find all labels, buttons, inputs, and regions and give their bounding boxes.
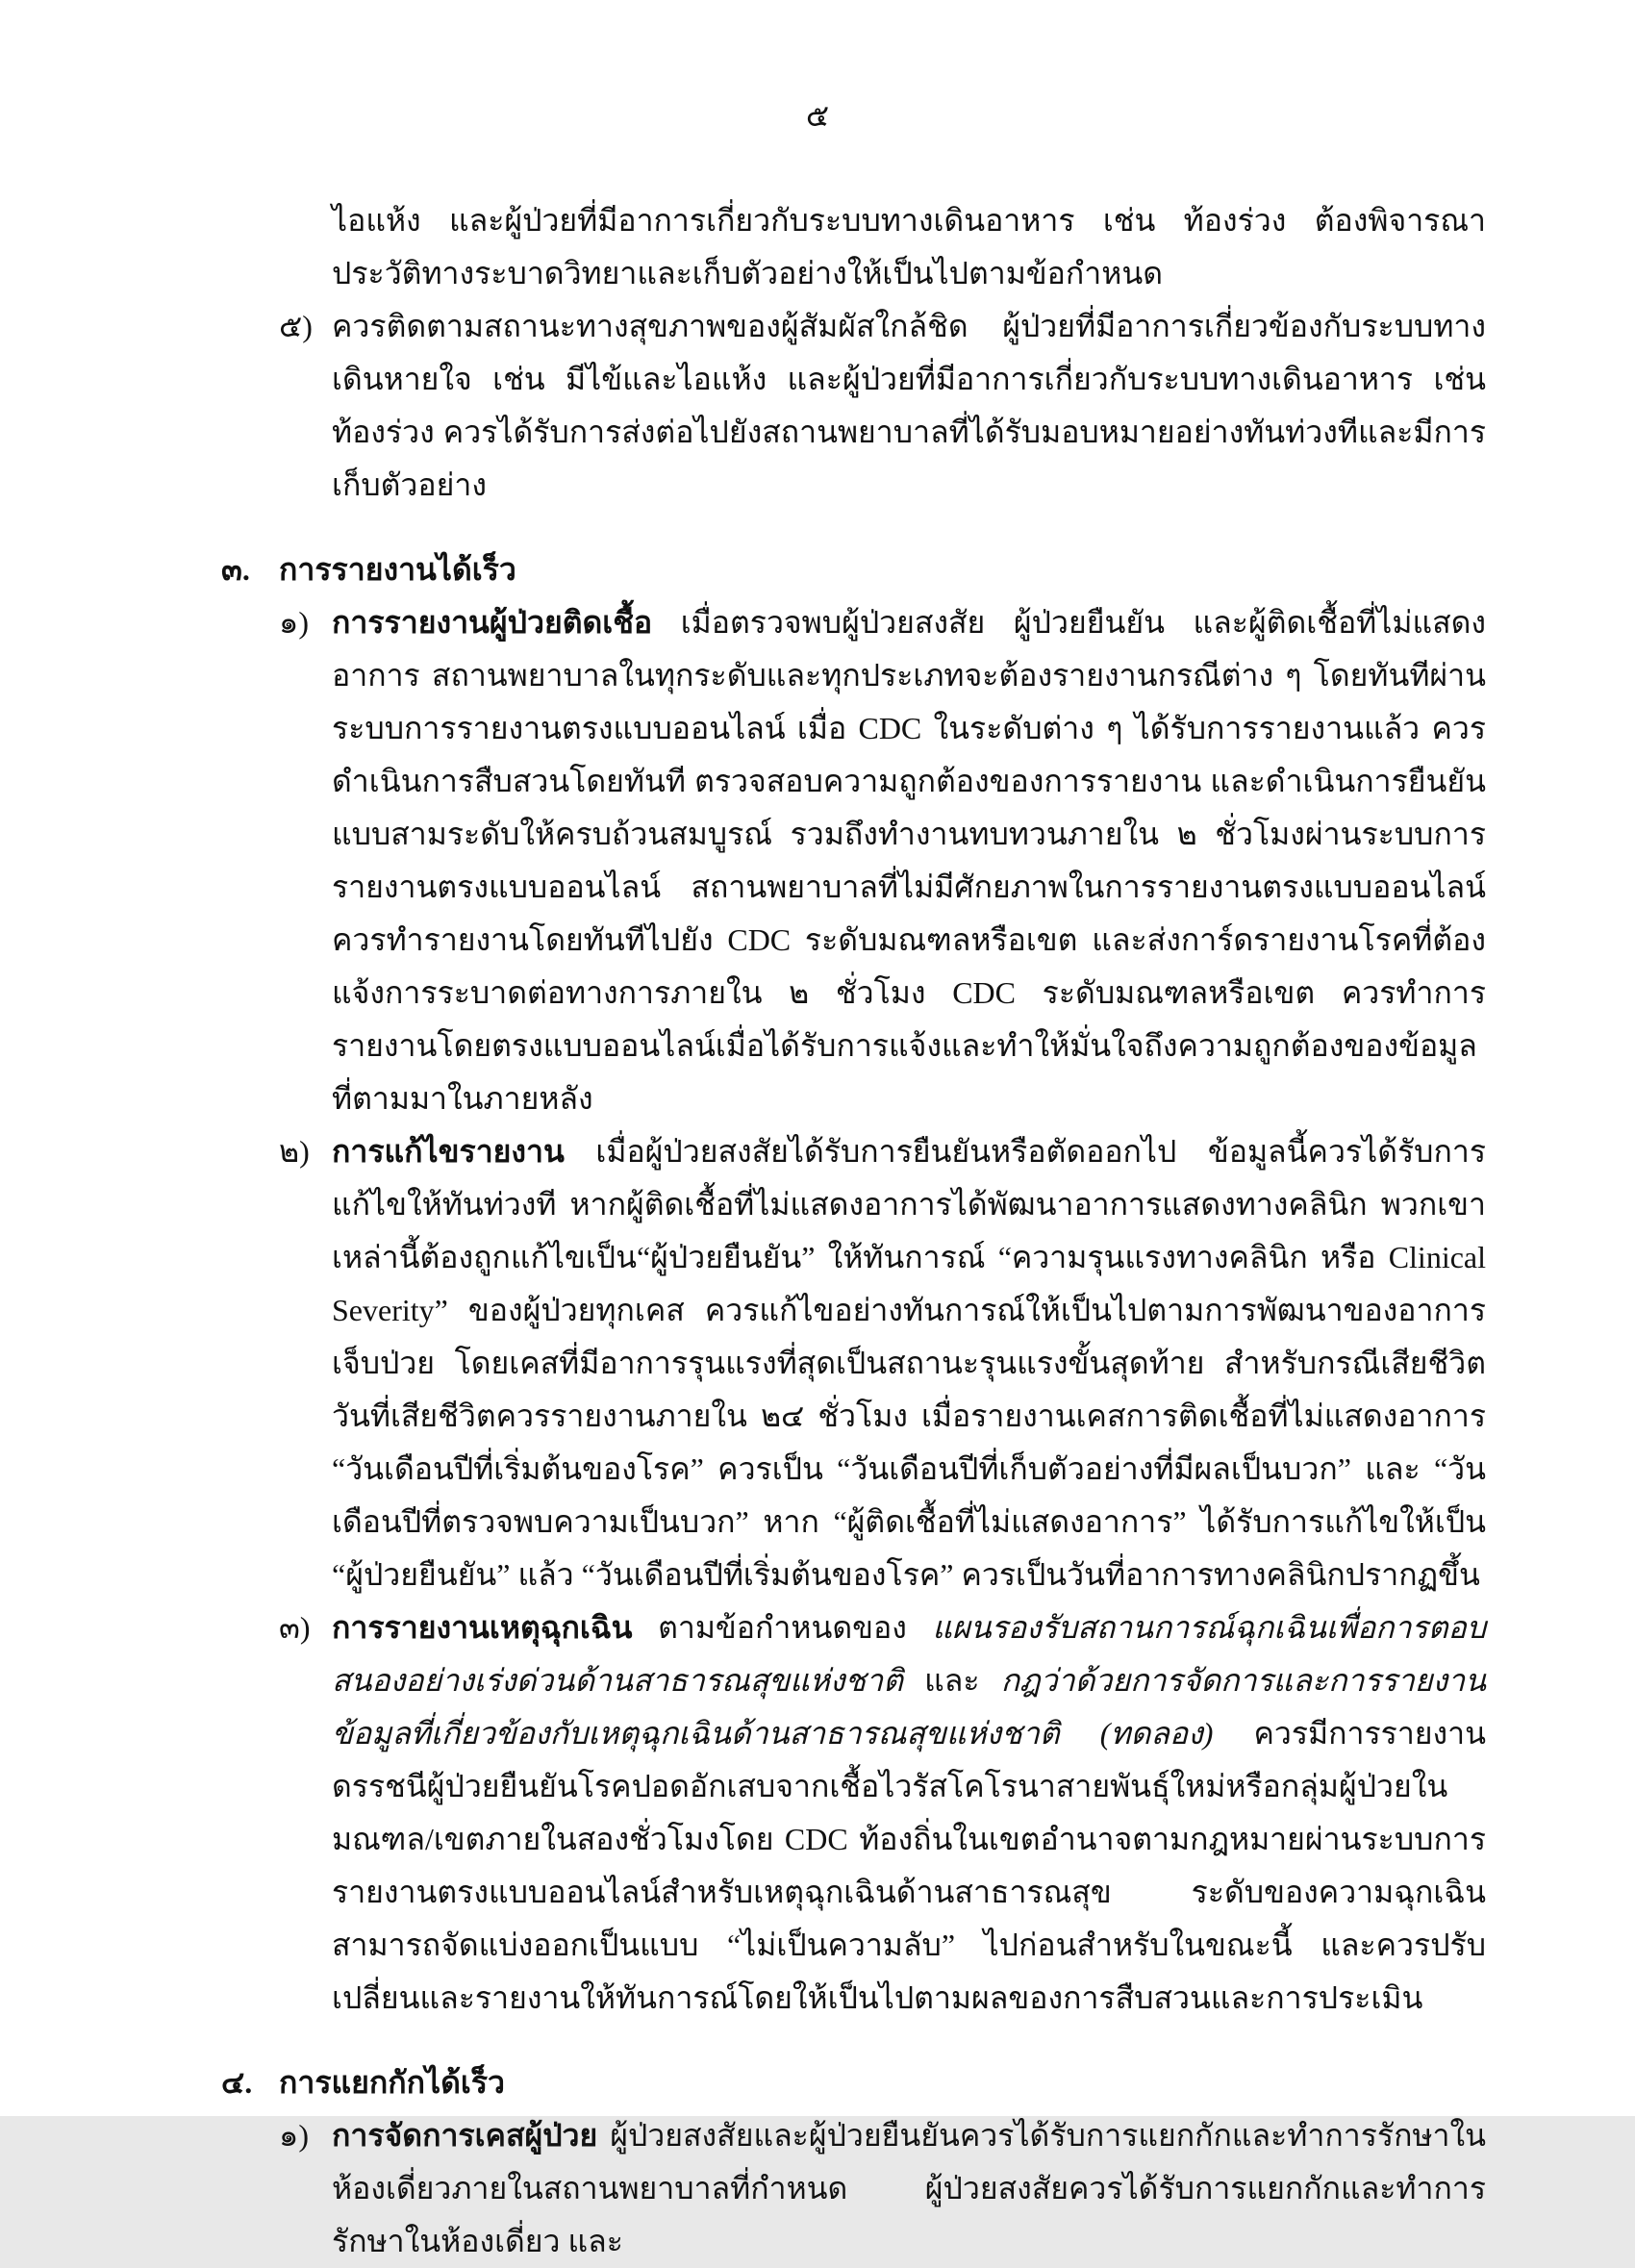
list-item-segment: ผู้ป่วยสงสัยและผู้ป่วยยืนยันควรได้รับการแยกกักและทำการรักษาในห้องเดี่ยวภายในสถานพยาบาลที่กำหนด ผู้ป่วยสงสัยควรได้รับการแยกกักและทำการรักษาในห้องเดี่ยว และ	[332, 2118, 1486, 2258]
section-number: ๔.	[221, 2065, 253, 2100]
list-item-segment: เมื่อตรวจพบผู้ป่วยสงสัย ผู้ป่วยยืนยัน และผู้ติดเชื้อที่ไม่แสดงอาการ สถานพยาบาลในทุกระดับและทุกประเภทจะต้องรายงานกรณีต่าง ๆ โดยทันทีผ่านระบบการรายงานตรงแบบออนไลน์ เมื่อ CDC ในระดับต่าง ๆ ได้รับการรายงานแล้ว ควรดำเนินการสืบสวนโดยทันที ตรวจสอบความถูกต้องของการรายงาน และดำเนินการยืนยันแบบสามระดับให้ครบถ้วนสมบูรณ์ รวมถึงทำงานทบทวนภายใน ๒ ชั่วโมงผ่านระบบการรายงานตรงแบบออนไลน์ สถานพยาบาลที่ไม่มีศักยภาพในการรายงานตรงแบบออนไลน์ควรทำรายงานโดยทันทีไปยัง CDC ระดับมณฑลหรือเขต และส่งการ์ดรายงานโรคที่ต้องแจ้งการระบาดต่อทางการภายใน ๒ ชั่วโมง CDC ระดับมณฑลหรือเขต ควรทำการรายงานโดยตรงแบบออนไลน์เมื่อได้รับการแจ้งและทำให้มั่นใจถึงความถูกต้องของข้อมูลที่ตามมาในภายหลัง	[332, 605, 1486, 1116]
list-item-number: ๒)	[279, 1134, 310, 1169]
page-number: ๕	[805, 98, 830, 133]
list-item-lead: การรายงานผู้ป่วยติดเชื้อ	[332, 605, 653, 640]
paragraph-continuation	[332, 194, 1486, 300]
list-item-lead: การแก้ไขรายงาน	[332, 1134, 565, 1169]
list-item-emergency-report	[279, 1601, 1486, 2025]
list-item-lead: การรายงานเหตุฉุกเฉิน	[332, 1610, 633, 1645]
list-item-segment: ตามข้อกำหนดของ	[632, 1610, 933, 1645]
list-item-segment: ควรติดตามสถานะทางสุขภาพของผู้สัมผัสใกล้ชิด ผู้ป่วยที่มีอาการเกี่ยวข้องกับระบบทางเดินหายใจ เช่น มีไข้และไอแห้ง และผู้ป่วยที่มีอาการเกี่ยวกับระบบทางเดินอาหาร เช่น ท้องร่วง ควรได้รับการส่งต่อไปยังสถานพยาบาลที่ได้รับมอบหมายอย่างทันท่วงทีและมีการเก็บตัวอย่าง	[332, 309, 1486, 502]
page-content	[221, 194, 1486, 2268]
list-item-correct-report	[279, 1125, 1486, 1601]
list-item-number: ๕)	[279, 309, 313, 343]
list-item-case-management	[279, 2109, 1486, 2268]
list-item-5	[279, 300, 1486, 512]
regulation-title-italic: กฎว่าด้วยการจัดการและการรายงานข้อมูลที่เกี่ยวข้องกับเหตุฉุกเฉินด้านสาธารณสุขแห่งชาติ (ทดลอง)	[332, 1663, 1486, 1751]
section-title: การรายงานได้เร็ว	[279, 552, 516, 587]
section-heading-3	[221, 543, 1486, 596]
list-item-text	[332, 300, 1486, 512]
list-item-text	[332, 2109, 1486, 2268]
list-item-text	[332, 596, 1486, 1125]
list-item-number: ๑)	[279, 2118, 309, 2153]
list-item-report-cases	[279, 596, 1486, 1125]
list-item-segment: และ	[902, 1663, 1001, 1698]
section-heading-4	[221, 2056, 1486, 2109]
section-number: ๓.	[221, 552, 250, 587]
list-item-number: ๑)	[279, 605, 309, 640]
plan-title-italic: แผนรองรับสถานการณ์ฉุกเฉินเพื่อการตอบสนองอย่างเร่งด่วนด้านสาธารณสุขแห่งชาติ	[332, 1610, 1486, 1698]
list-item-text	[332, 1601, 1486, 2025]
list-item-lead: การจัดการเคสผู้ป่วย	[332, 2118, 598, 2153]
paragraph-text: ไอแห้ง และผู้ป่วยที่มีอาการเกี่ยวกับระบบทางเดินอาหาร เช่น ท้องร่วง ต้องพิจารณาประวัติทางระบาดวิทยาและเก็บตัวอย่างให้เป็นไปตามข้อกำหนด	[332, 203, 1486, 290]
list-item-text	[332, 1125, 1486, 1601]
section-title: การแยกกักได้เร็ว	[279, 2065, 505, 2100]
list-item-segment: ควรมีการรายงานดรรชนีผู้ป่วยยืนยันโรคปอดอักเสบจากเชื้อไวรัสโคโรนาสายพันธุ์ใหม่หรือกลุ่มผู้ป่วยในมณฑล/เขตภายในสองชั่วโมงโดย CDC ท้องถิ่นในเขตอำนาจตามกฎหมายผ่านระบบการรายงานตรงแบบออนไลน์สำหรับเหตุฉุกเฉินด้านสาธารณสุข ระดับของความฉุกเฉินสามารถจัดแบ่งออกเป็นแบบ “ไม่เป็นความลับ” ไปก่อนสำหรับในขณะนี้ และควรปรับเปลี่ยนและรายงานให้ทันการณ์โดยให้เป็นไปตามผลของการสืบสวนและการประเมิน	[332, 1716, 1486, 2015]
list-item-number: ๓)	[279, 1610, 311, 1645]
list-item-segment: เมื่อผู้ป่วยสงสัยได้รับการยืนยันหรือตัดออกไป ข้อมูลนี้ควรได้รับการแก้ไขให้ทันท่วงที หากผู้ติดเชื้อที่ไม่แสดงอาการได้พัฒนาอาการแสดงทางคลินิก พวกเขาเหล่านี้ต้องถูกแก้ไขเป็น“ผู้ป่วยยืนยัน” ให้ทันการณ์ “ความรุนแรงทางคลินิก หรือ Clinical Severity” ของผู้ป่วยทุกเคส ควรแก้ไขอย่างทันการณ์ให้เป็นไปตามการพัฒนาของอาการเจ็บป่วย โดยเคสที่มีอาการรุนแรงที่สุดเป็นสถานะรุนแรงขั้นสุดท้าย สำหรับกรณีเสียชีวิต วันที่เสียชีวิตควรรายงานภายใน ๒๔ ชั่วโมง เมื่อรายงานเคสการติดเชื้อที่ไม่แสดงอาการ “วันเดือนปีที่เริ่มต้นของโรค” ควรเป็น “วันเดือนปีที่เก็บตัวอย่างที่มีผลเป็นบวก” และ “วันเดือนปีที่ตรวจพบความเป็นบวก” หาก “ผู้ติดเชื้อที่ไม่แสดงอาการ” ได้รับการแก้ไขให้เป็น “ผู้ป่วยยืนยัน” แล้ว “วันเดือนปีที่เริ่มต้นของโรค” ควรเป็นวันที่อาการทางคลินิกปรากฏขึ้น	[332, 1134, 1486, 1592]
